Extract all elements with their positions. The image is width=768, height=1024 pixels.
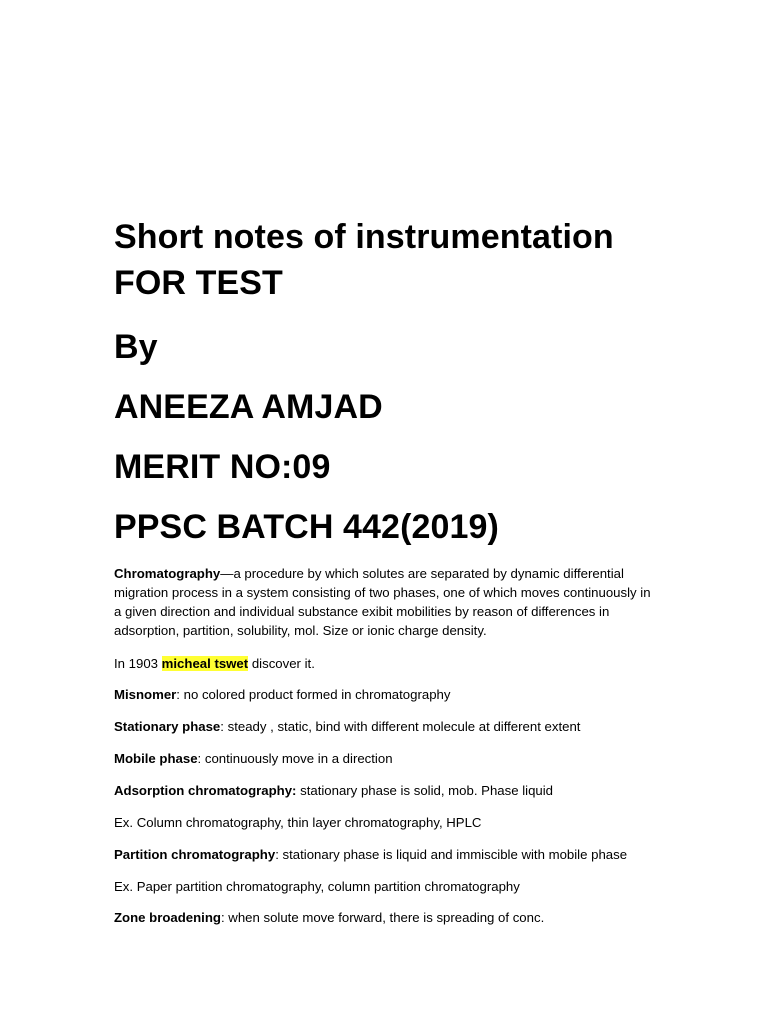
highlighted-name: micheal tswet: [161, 656, 249, 671]
note-chromatography: [114, 564, 654, 640]
note-text: : no colored product formed in chromatography: [176, 687, 451, 702]
note-adsorption-examples: [114, 813, 654, 832]
note-stationary-phase: [114, 717, 654, 736]
note-adsorption: [114, 781, 654, 800]
note-text: discover it.: [248, 656, 315, 671]
note-text: Ex. Paper partition chromatography, column partition chromatography: [114, 879, 520, 894]
author-name: ANEEZA AMJAD: [114, 388, 383, 426]
note-term: Zone broadening: [114, 910, 221, 925]
document-title: Short notes of instrumentation: [114, 218, 614, 256]
note-text: —a procedure by which solutes are separated by dynamic differential migration process in a system consisting of two phases, one of which moves continuously in a given direction and individual substance exibit mobilities by reason of differences in adsorption, partition, solubility, mol. Size or ionic charge density.: [114, 566, 651, 638]
note-text: : continuously move in a direction: [197, 751, 393, 766]
note-mobile-phase: [114, 749, 654, 768]
note-misnomer: [114, 685, 654, 704]
note-term: Adsorption chromatography:: [114, 783, 297, 798]
author-by-label: By: [114, 328, 158, 366]
note-term: Mobile phase: [114, 751, 198, 766]
note-zone-broadening: [114, 908, 654, 927]
document-subtitle: FOR TEST: [114, 264, 283, 302]
note-term: Chromatography: [114, 566, 221, 581]
note-text: In 1903: [114, 656, 162, 671]
note-discovery: [114, 654, 654, 673]
batch-info: PPSC BATCH 442(2019): [114, 508, 499, 546]
note-text: stationary phase is solid, mob. Phase liquid: [296, 783, 554, 798]
note-term: Partition chromatography: [114, 847, 276, 862]
note-term: Misnomer: [114, 687, 177, 702]
note-term: Stationary phase: [114, 719, 221, 734]
note-text: : stationary phase is liquid and immiscible with mobile phase: [275, 847, 628, 862]
note-text: Ex. Column chromatography, thin layer chromatography, HPLC: [114, 815, 482, 830]
note-text: : steady , static, bind with different molecule at different extent: [220, 719, 581, 734]
note-text: : when solute move forward, there is spreading of conc.: [220, 910, 545, 925]
note-partition-examples: [114, 877, 654, 896]
merit-number: MERIT NO:09: [114, 448, 331, 486]
note-partition: [114, 845, 654, 864]
